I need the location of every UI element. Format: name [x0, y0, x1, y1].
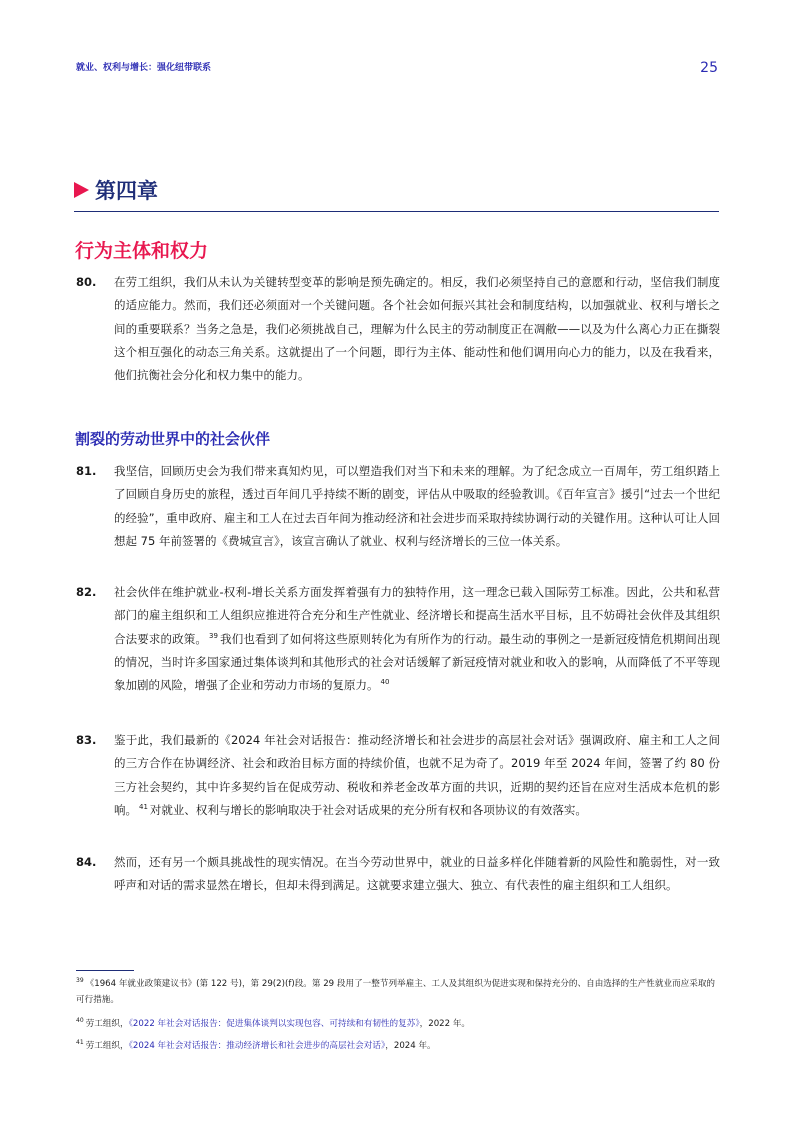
paragraph-84 [76, 851, 720, 898]
paragraph-number: 82. [76, 585, 97, 599]
footnote-divider [76, 970, 134, 971]
chapter-title: 第四章 [95, 179, 158, 203]
chapter-arrow-icon [74, 182, 89, 198]
footnote-mark: 40 [76, 1017, 84, 1025]
footnote-mark: 41 [76, 1039, 84, 1047]
paragraph-text-b: 我们也看到了如何将这些原则转化为有所作为的行动。最生动的事例之一是新冠疫情危机期间出现的情况，当时许多国家通过集体谈判和其他形式的社会对话缓解了新冠疫情对就业和收入的影响，从而降低了不平等现象加剧的风险，增强了企业和劳动力市场的复原力。 [114, 631, 720, 693]
paragraph-text [114, 581, 720, 697]
paragraph-text: 在劳工组织，我们从未认为关键转型变革的影响是预先确定的。相反，我们必须坚持自己的意愿和行动，坚信我们制度的适应能力。然而，我们还必须面对一个关键问题。各个社会如何振兴其社会和制度结构，以加强就业、权利与增长之间的重要联系？当务之急是，我们必须挑战自己，理解为什么民主的劳动制度正在凋敝——以及为什么离心力正在撕裂这个相互强化的动态三角关系。这就提出了一个问题，即行为主体、能动性和他们调用向心力的能力，以及在我看来，他们抗衡社会分化和权力集中的能力。 [114, 275, 720, 383]
footnote-ref-41[interactable]: 41 [139, 803, 148, 812]
paragraph-text-a: 社会伙伴在维护就业-权利-增长关系方面发挥着强有力的独特作用，这一理念已载入国际劳工标准。因此，公共和私营部门的雇主组织和工人组织应推进符合充分和生产性就业、经济增长和提高生活水平目标，且不妨碍社会伙伴及其组织合法要求的政策。 [114, 585, 720, 646]
footnote-suffix: ，2024 年。 [385, 1041, 436, 1051]
paragraph-text: 我坚信，回顾历史会为我们带来真知灼见，可以塑造我们对当下和未来的理解。为了纪念成立一百周年，劳工组织踏上了回顾自身历史的旅程，透过百年间几乎持续不断的剧变，评估从中吸取的经验教训。《百年宣言》援引“过去一个世纪的经验”，重申政府、雇主和工人在过去百年间为推动经济和社会进步而采取持续协调行动的关键作用。这种认可让人回想起 75 年前签署的《费城宣言》，该宣言确认了就业、权利与经济增长的三位一体关系。 [114, 464, 720, 548]
footnote-text: 《1964 年就业政策建议书》(第 122 号)，第 29(2)(f)段。第 29 段用了一整节列举雇主、工人及其组织为促进实现和保持充分的、自由选择的生产性就业而应采取的可行措施。 [76, 979, 716, 1005]
paragraph-80 [76, 271, 720, 387]
paragraph-number: 84. [76, 855, 97, 869]
section-title: 行为主体和权力 [75, 240, 209, 262]
footnote-ref-39[interactable]: 39 [209, 631, 218, 640]
paragraph-number: 83. [76, 733, 97, 747]
paragraph-number: 81. [76, 464, 97, 478]
chapter-heading [74, 175, 719, 212]
paragraph-82 [76, 581, 720, 697]
footnote-link[interactable]: 《2024 年社会对话报告：推动经济增长和社会进步的高层社会对话》 [128, 1041, 386, 1051]
paragraph-number: 80. [76, 275, 97, 289]
subsection-title: 割裂的劳动世界中的社会伙伴 [75, 430, 271, 448]
footnote-40 [76, 1016, 721, 1032]
footnote-41 [76, 1038, 721, 1054]
running-head: 就业、权利与增长：强化纽带联系 [76, 63, 212, 73]
footnote-prefix: 劳工组织， [85, 1019, 129, 1029]
footnote-39 [76, 976, 721, 1008]
paragraph-81 [76, 460, 720, 553]
footnote-ref-40[interactable]: 40 [380, 678, 390, 687]
paragraph-text: 然而，还有另一个颇具挑战性的现实情况。在当今劳动世界中，就业的日益多样化伴随着新的风险性和脆弱性，对一致呼声和对话的需求显然在增长，但却未得到满足。这就要求建立强大、独立、有代表性的雇主组织和工人组织。 [114, 855, 720, 893]
paragraph-83 [76, 729, 720, 822]
footnote-mark: 39 [76, 977, 84, 985]
page-number: 25 [700, 60, 718, 76]
footnote-suffix: ，2022 年。 [419, 1019, 471, 1029]
footnote-prefix: 劳工组织， [85, 1041, 129, 1051]
paragraph-text-b: 对就业、权利与增长的影响取决于社会对话成果的充分所有权和各项协议的有效落实。 [149, 802, 587, 817]
paragraph-text [114, 729, 720, 822]
footnote-link[interactable]: 《2022 年社会对话报告：促进集体谈判以实现包容、可持续和有韧性的复苏》 [128, 1019, 420, 1029]
paragraph-text-a: 鉴于此，我们最新的《2024 年社会对话报告：推动经济增长和社会进步的高层社会对话》强调政府、雇主和工人之间的三方合作在协调经济、社会和政治目标方面的持续价值，也就不足为奇了。2019 年至 2024 年间，签署了约 80 份三方社会契约，其中许多契约旨在促成劳动、税收和养老金改革方面的共识，近期的契约还旨在应对生活成本危机的影响。 [114, 733, 720, 817]
